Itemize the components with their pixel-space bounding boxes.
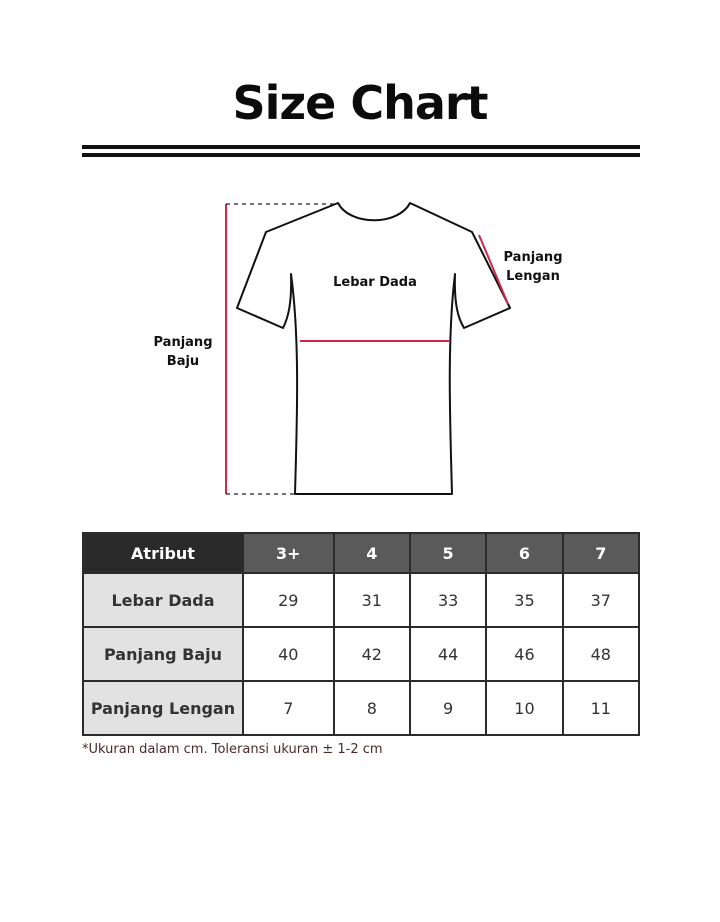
length-label (150, 333, 216, 371)
length-label-line1: Panjang (153, 335, 213, 350)
row-label: Panjang Lengan (83, 681, 243, 735)
table-cell: 7 (243, 681, 334, 735)
table-cell: 42 (334, 627, 410, 681)
header-size: 4 (334, 533, 410, 573)
table-cell: 10 (486, 681, 562, 735)
header-size: 6 (486, 533, 562, 573)
row-label: Panjang Baju (83, 627, 243, 681)
table-cell: 31 (334, 573, 410, 627)
table-cell: 9 (410, 681, 486, 735)
length-label-line2: Baju (166, 354, 200, 369)
header-size: 7 (563, 533, 639, 573)
header-attribute: Atribut (83, 533, 243, 573)
table-cell: 44 (410, 627, 486, 681)
table-cell: 48 (563, 627, 639, 681)
table-header-row (83, 533, 639, 573)
title-divider-bottom (82, 153, 640, 157)
table-row (83, 627, 639, 681)
table-cell: 40 (243, 627, 334, 681)
table-cell: 29 (243, 573, 334, 627)
title-divider-top (82, 145, 640, 149)
table-cell: 33 (410, 573, 486, 627)
sleeve-label-line1: Panjang (503, 250, 563, 265)
table-row (83, 681, 639, 735)
page-title: Size Chart (232, 76, 488, 130)
header-size: 5 (410, 533, 486, 573)
table-cell: 11 (563, 681, 639, 735)
tshirt-illustration (0, 190, 720, 510)
tshirt-diagram (0, 190, 720, 510)
table-cell: 8 (334, 681, 410, 735)
chest-label: Lebar Dada (333, 275, 417, 290)
row-label: Lebar Dada (83, 573, 243, 627)
sleeve-label (498, 248, 568, 286)
sleeve-label-line2: Lengan (506, 269, 560, 284)
header-size: 3+ (243, 533, 334, 573)
table-cell: 37 (563, 573, 639, 627)
size-table (82, 532, 640, 736)
table-cell: 46 (486, 627, 562, 681)
tolerance-note: *Ukuran dalam cm. Toleransi ukuran ± 1-2 cm (82, 742, 383, 757)
table-cell: 35 (486, 573, 562, 627)
tshirt-outline (237, 203, 510, 494)
table-row (83, 573, 639, 627)
